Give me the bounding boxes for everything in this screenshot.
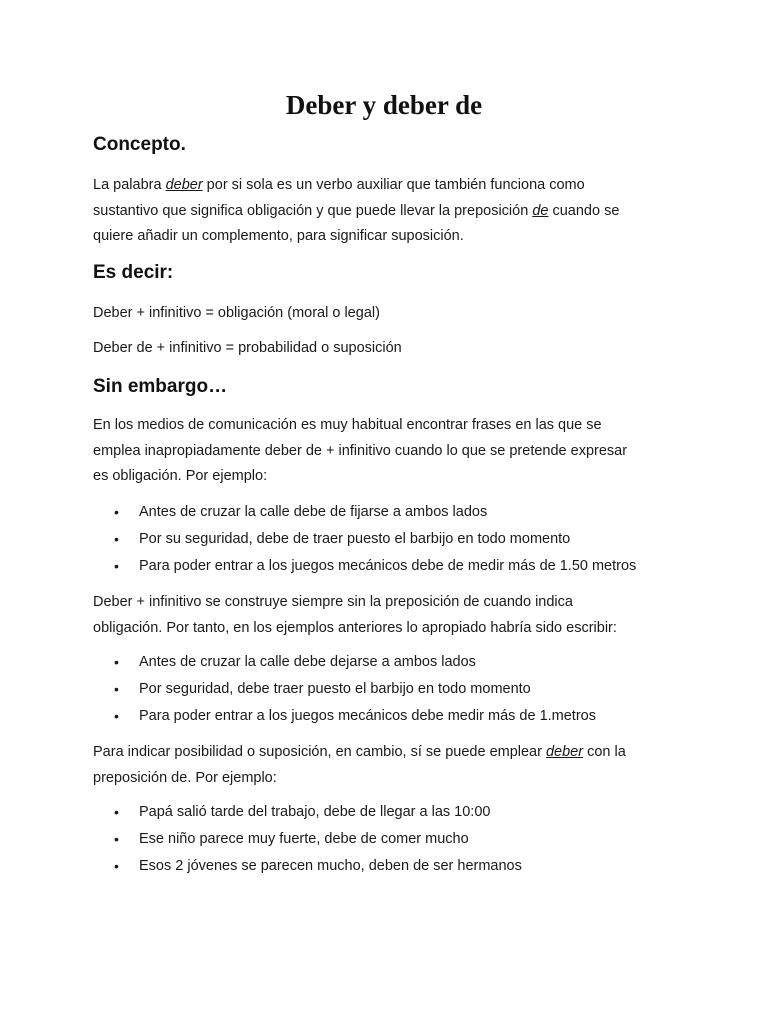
list-item-text: Esos 2 jóvenes se parecen mucho, deben de ser hermanos: [139, 858, 522, 874]
paragraph-line: obligación. Por tanto, en los ejemplos anteriores lo apropiado habría sido escribir:: [93, 619, 617, 636]
emphasized-word: deber: [165, 177, 203, 193]
list-item-text: Antes de cruzar la calle debe dejarse a ambos lados: [139, 654, 476, 670]
list-item-text: Por su seguridad, debe de traer puesto el barbijo en todo momento: [139, 531, 571, 547]
bullet-icon: •: [114, 558, 119, 574]
list-examples-right: [93, 649, 693, 730]
list-item: [93, 553, 693, 580]
paragraph-concepto: [93, 173, 683, 250]
list-item: [93, 703, 693, 730]
bullet-icon: •: [114, 531, 119, 547]
paragraph-line: Deber + infinitivo se construye siempre sin la preposición de cuando indica: [93, 594, 573, 610]
bullet-icon: •: [114, 708, 119, 724]
paragraph-middle: [93, 590, 683, 641]
paragraph-closing: [93, 740, 683, 791]
list-item: [93, 649, 693, 676]
heading-concepto: Concepto.: [93, 134, 186, 155]
list-item-text: Antes de cruzar la calle debe de fijarse a ambos lados: [139, 504, 488, 520]
rule-obligacion: [93, 301, 683, 327]
list-examples-possibility: [93, 799, 693, 880]
list-item: [93, 499, 693, 526]
list-item-text: Para poder entrar a los juegos mecánicos debe medir más de 1.metros: [139, 708, 596, 724]
list-item-text: Papá salió tarde del trabajo, debe de llegar a las 10:00: [139, 804, 491, 820]
emphasized-word: deber: [545, 744, 584, 760]
list-item: [93, 853, 693, 880]
text-run: Para indicar posibilidad o suposición, en cambio, sí se puede emplear: [93, 744, 546, 760]
list-item-text: Por seguridad, debe traer puesto el barbijo en todo momento: [139, 681, 531, 697]
list-item-text: Para poder entrar a los juegos mecánicos debe de medir más de 1.50 metros: [139, 558, 637, 574]
rule-probabilidad: [93, 336, 683, 362]
text-run: sustantivo que significa obligación y que puede llevar la preposición: [93, 202, 533, 219]
paragraph-line: emplea inapropiadamente deber de + infinitivo cuando lo que se pretende expresar: [93, 442, 628, 459]
list-item: [93, 676, 693, 703]
heading-sin-embargo: Sin embargo…: [93, 376, 228, 397]
list-item-text: Ese niño parece muy fuerte, debe de comer mucho: [139, 831, 469, 847]
paragraph-line: quiere añadir un complemento, para significar suposición.: [93, 228, 464, 244]
emphasized-word: de: [532, 202, 549, 219]
bullet-icon: •: [114, 654, 119, 670]
paragraph-line: [93, 740, 683, 766]
paragraph-line: Deber + infinitivo = obligación (moral o legal): [93, 305, 380, 321]
bullet-icon: •: [114, 831, 119, 847]
paragraph-line: [93, 173, 683, 199]
heading-es-decir: Es decir:: [93, 262, 174, 283]
paragraph-line: [93, 199, 683, 225]
text-run: cuando se: [548, 202, 620, 219]
bullet-icon: •: [114, 681, 119, 697]
page-title: Deber y deber de: [285, 90, 483, 120]
list-item: [93, 799, 693, 826]
list-item: [93, 526, 693, 553]
paragraph-line: Deber de + infinitivo = probabilidad o suposición: [93, 340, 402, 356]
text-run: por si sola es un verbo auxiliar que también funciona como: [202, 177, 585, 193]
bullet-icon: •: [114, 504, 119, 520]
bullet-icon: •: [114, 858, 119, 874]
text-run: La palabra: [93, 177, 166, 193]
paragraph-intro: [93, 413, 683, 490]
text-run: con la: [583, 744, 626, 760]
paragraph-line: En los medios de comunicación es muy habitual encontrar frases en las que se: [93, 417, 602, 433]
list-examples-wrong: [93, 499, 693, 580]
list-item: [93, 826, 693, 853]
paragraph-line: preposición de. Por ejemplo:: [93, 769, 277, 786]
bullet-icon: •: [114, 804, 119, 820]
paragraph-line: es obligación. Por ejemplo:: [93, 468, 268, 484]
